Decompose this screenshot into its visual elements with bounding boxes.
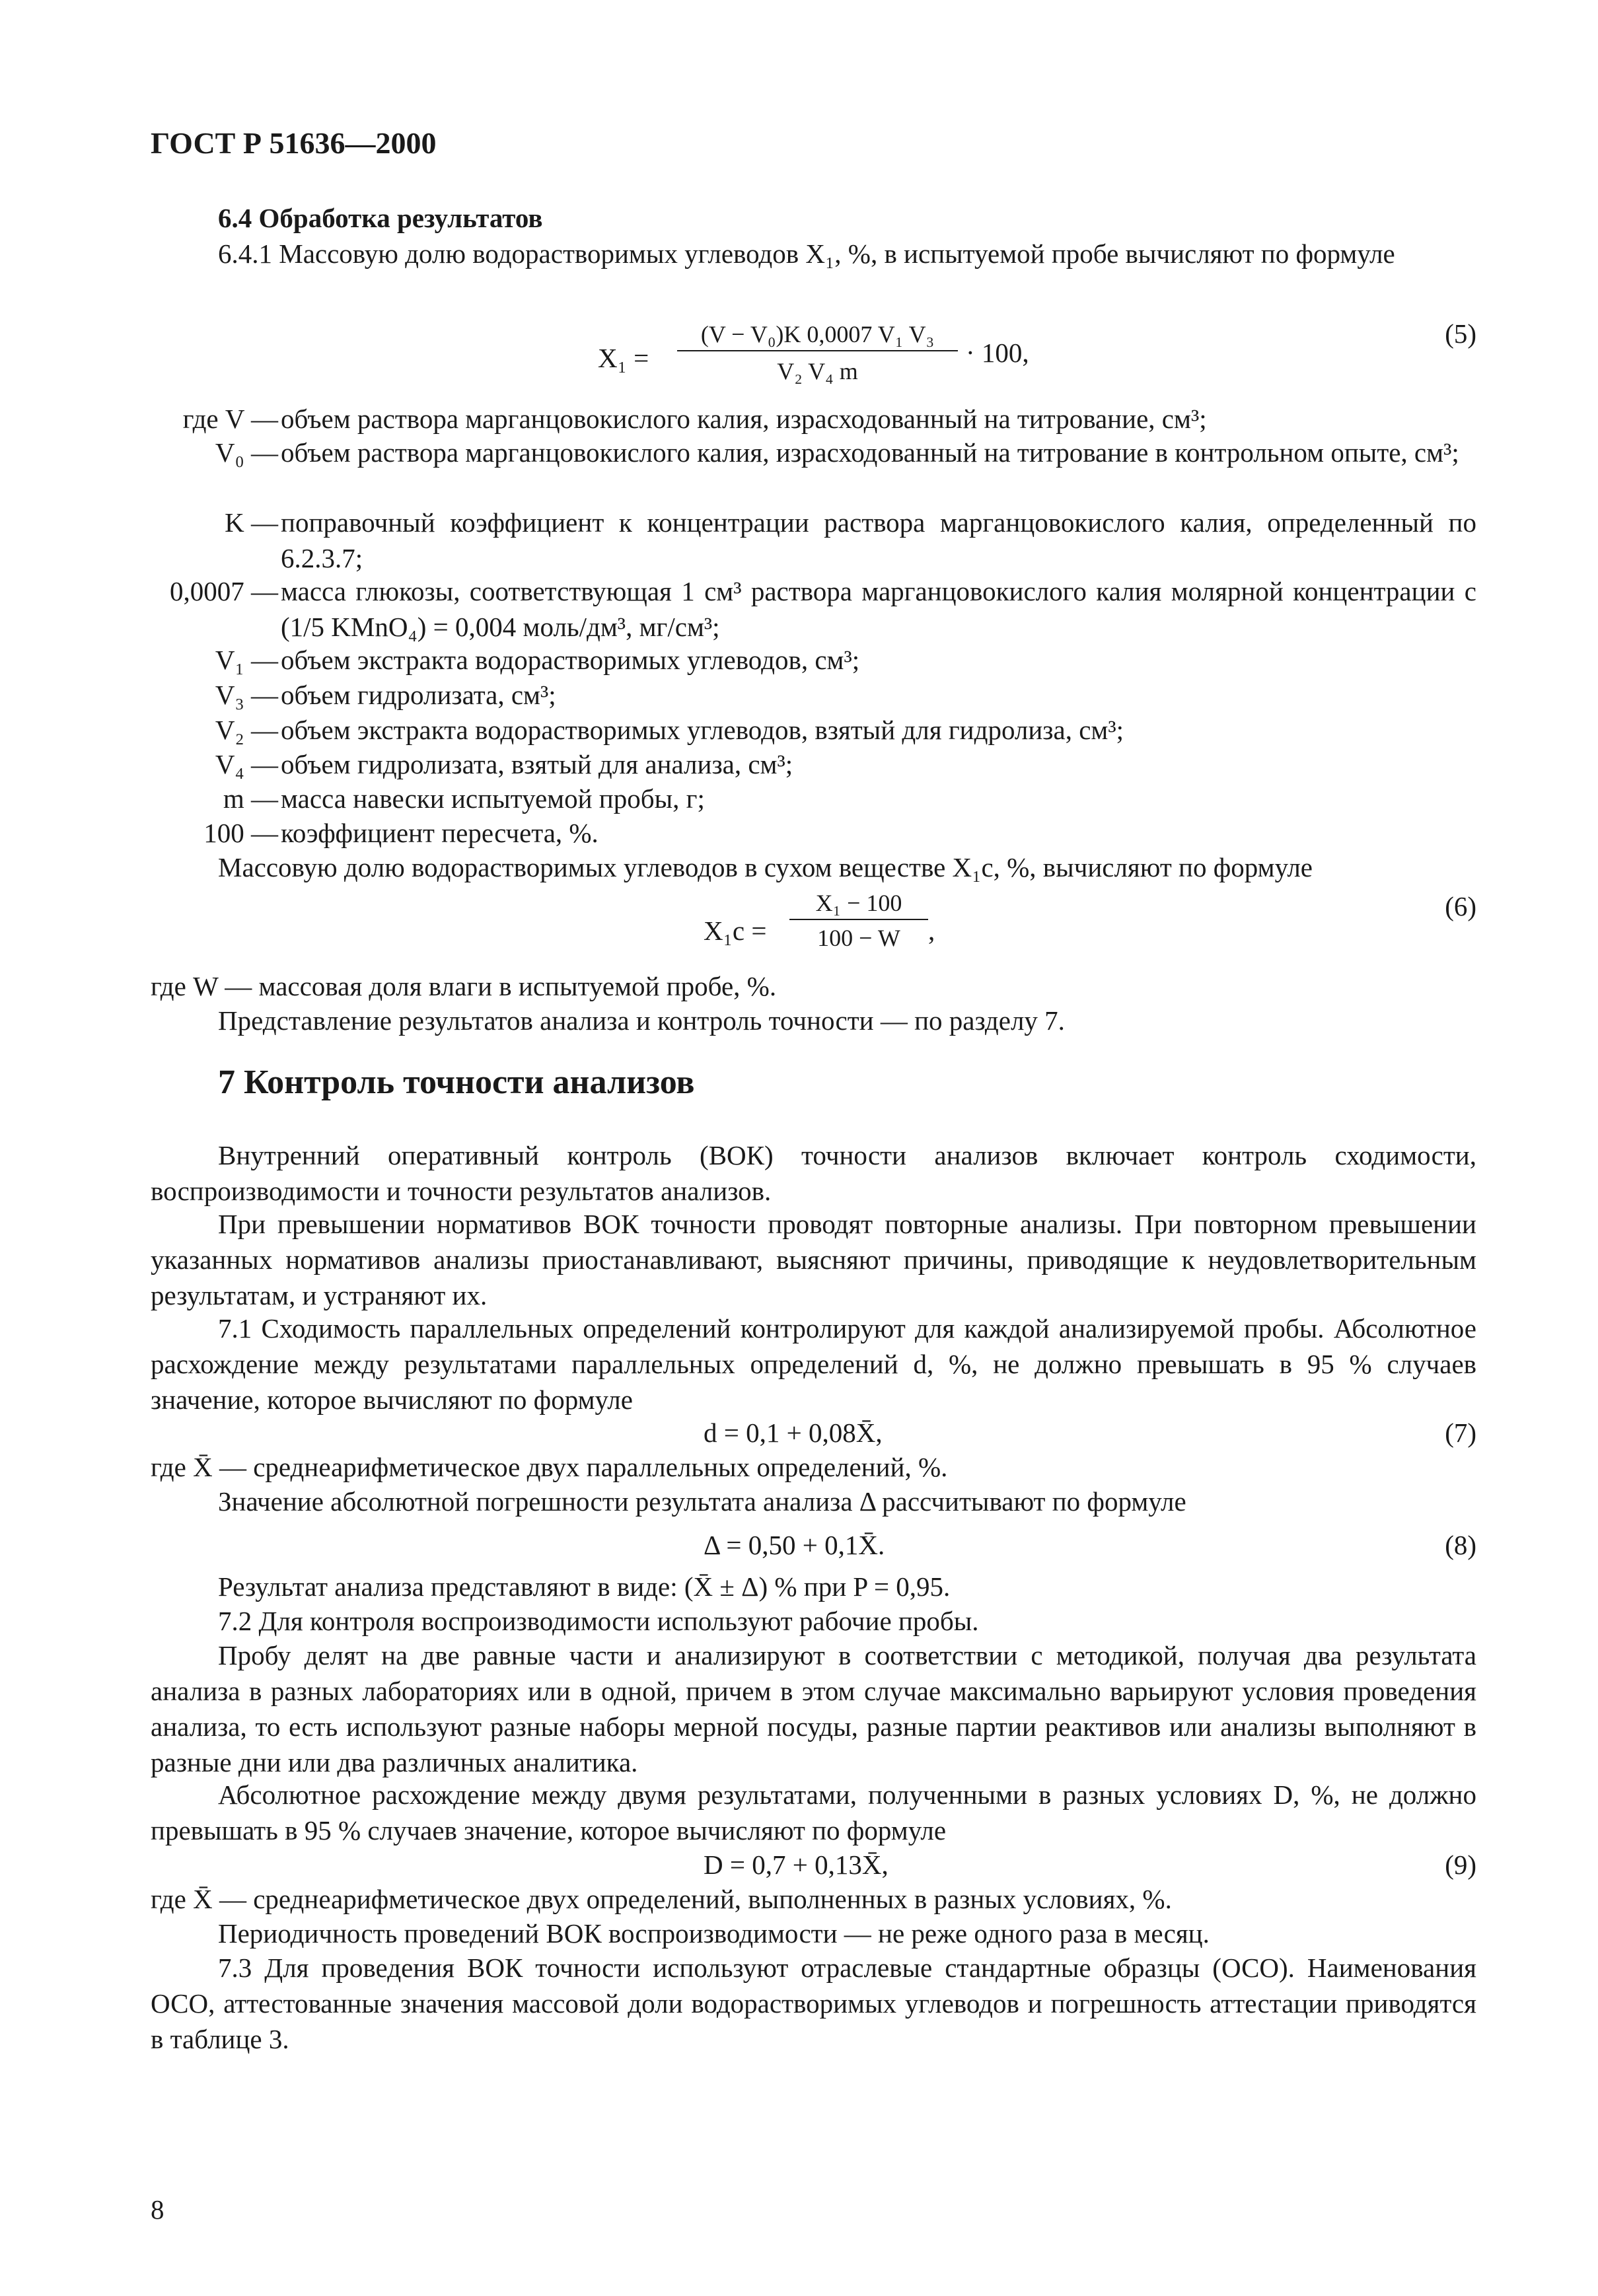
definition-text: масса навески испытуемой пробы, г; [281, 783, 705, 814]
paragraph-delta: Значение абсолютной погрешности результата анализа Δ рассчитывают по формуле [218, 1486, 1186, 1517]
definition-symbol: где V — [182, 404, 278, 434]
paragraph-7-2-procedure: Пробу делят на две равные части и анализируют в соответствии с методикой, получая два результата анализа в разных лабораториях или в одной, причем в этом случае максимально варьируют условия проведения анализа, то есть используют разные наборы мерной посуды, разные партии реактивов или анализы выполняют в разные дни или два различных аналитика. [151, 1640, 1476, 1777]
paragraph-7-3: 7.3 Для проведения ВОК точности используют отраслевые стандартные образцы (ОСО). Наименования ОСО, аттестованные значения массовой доли водорастворимых углеводов и погрешность аттестации приводятся в таблице 3. [151, 1953, 1476, 2054]
paragraph-7-repeat: При превышении нормативов ВОК точности проводят повторные анализы. При повторном превышении указанных нормативов анализы приостанавливают, выясняют причины, приводящие к неудовлетворительным результатам, и устраняют их. [151, 1209, 1476, 1310]
eq8: Δ = 0,50 + 0,1X̄. [704, 1530, 885, 1560]
eq5-denominator: V₂ V₄ m [777, 358, 858, 384]
paragraph-periodicity: Периодичность проведений ВОК воспроизводимости — не реже одного раза в месяц. [218, 1918, 1210, 1949]
eq6-lhs: X₁c = [704, 915, 767, 946]
definition-symbol: V₄ — [215, 749, 278, 779]
eq7-definition: где X̄ — среднеарифметическое двух параллельных определений, %. [151, 1452, 948, 1482]
eq9: D = 0,7 + 0,13X̄, [704, 1849, 889, 1880]
definition-text: объем раствора марганцовокислого калия, израсходованный на титрование в контрольном опыте, см³; [281, 437, 1459, 468]
page-number: 8 [151, 2194, 164, 2225]
definition-symbol: m — [223, 783, 278, 814]
eq6-fraction-bar [789, 919, 928, 920]
eq5-numerator: (V − V₀)K 0,0007 V₁ V₃ [700, 321, 935, 347]
eq6-denominator: 100 − W [817, 925, 900, 951]
definition-symbol: V₃ — [215, 680, 278, 710]
eq9-number: (9) [1445, 1849, 1476, 1880]
eq8-number: (8) [1445, 1530, 1476, 1560]
paragraph-dry-matter: Массовую долю водорастворимых углеводов в сухом веществе X₁c, %, вычисляют по формуле [218, 852, 1313, 882]
paragraph-7-2: 7.2 Для контроля воспроизводимости используют рабочие пробы. [218, 1606, 979, 1636]
eq5-lhs: X₁ = [598, 343, 649, 373]
definition-symbol: V₁ — [215, 645, 278, 675]
definition-text: объем экстракта водорастворимых углеводов, см³; [281, 645, 860, 675]
eq5-tail: · 100, [966, 338, 1029, 368]
definition-text: объем гидролизата, взятый для анализа, см³; [281, 749, 793, 779]
definition-symbol: V₀ — [215, 437, 278, 468]
definition-symbol: V₂ — [215, 715, 278, 745]
eq7-number: (7) [1445, 1417, 1476, 1448]
moisture-definition: где W — массовая доля влаги в испытуемой пробе, %. [151, 971, 777, 1001]
eq6-numerator: X₁ − 100 [815, 890, 902, 916]
subsection-title-6-4: 6.4 Обработка результатов [218, 203, 543, 233]
eq7: d = 0,1 + 0,08X̄, [704, 1417, 883, 1448]
standard-header: ГОСТ Р 51636—2000 [151, 126, 437, 160]
eq5-fraction-bar [677, 350, 958, 351]
definition-text: объем экстракта водорастворимых углеводов, взятый для гидролиза, см³; [281, 715, 1124, 745]
paragraph-7-intro: Внутренний оперативный контроль (ВОК) точности анализов включает контроль сходимости, воспроизводимости и точности результатов анализов. [151, 1140, 1476, 1206]
paragraph-7-2-discrepancy: Абсолютное расхождение между двумя результатами, полученными в разных условиях D, %, не должно превышать в 95 % случаев значение, которое вычисляют по формуле [151, 1779, 1476, 1846]
paragraph-result-form: Результат анализа представляют в виде: (X̄ ± Δ) % при P = 0,95. [218, 1571, 951, 1602]
paragraph-7-1: 7.1 Сходимость параллельных определений контролируют для каждой анализируемой пробы. Абсолютное расхождение между результатами параллельных определений d, %, не должно превышать в 95 % случаев значение, которое вычисляют по формуле [151, 1313, 1476, 1415]
definition-text: масса глюкозы, соответствующая 1 см³ раствора марганцовокислого калия молярной концентрации c (1/5 KMnO₄) = 0,004 моль/дм³, мг/см³; [281, 576, 1476, 642]
section-title-7: 7 Контроль точности анализов [218, 1063, 695, 1101]
eq5-number: (5) [1445, 318, 1476, 349]
definition-symbol: 100 — [203, 818, 278, 848]
eq6-tail: , [928, 915, 935, 946]
paragraph-representation: Представление результатов анализа и контроль точности — по разделу 7. [218, 1005, 1065, 1036]
paragraph-6-4-1: 6.4.1 Массовую долю водорастворимых углеводов X₁, %, в испытуемой пробе вычисляют по формуле [218, 238, 1395, 269]
definition-text: объем гидролизата, см³; [281, 680, 556, 710]
definition-text: поправочный коэффициент к концентрации раствора марганцовокислого калия, определенный по 6.2.3.7; [281, 507, 1476, 573]
definition-symbol: 0,0007 — [170, 576, 278, 606]
definition-text: объем раствора марганцовокислого калия, израсходованный на титрование, см³; [281, 404, 1207, 434]
eq6-number: (6) [1445, 891, 1476, 921]
definition-text: коэффициент пересчета, %. [281, 818, 599, 848]
definition-symbol: K — [225, 507, 278, 538]
eq9-definition: где X̄ — среднеарифметическое двух определений, выполненных в разных условиях, %. [151, 1884, 1172, 1914]
